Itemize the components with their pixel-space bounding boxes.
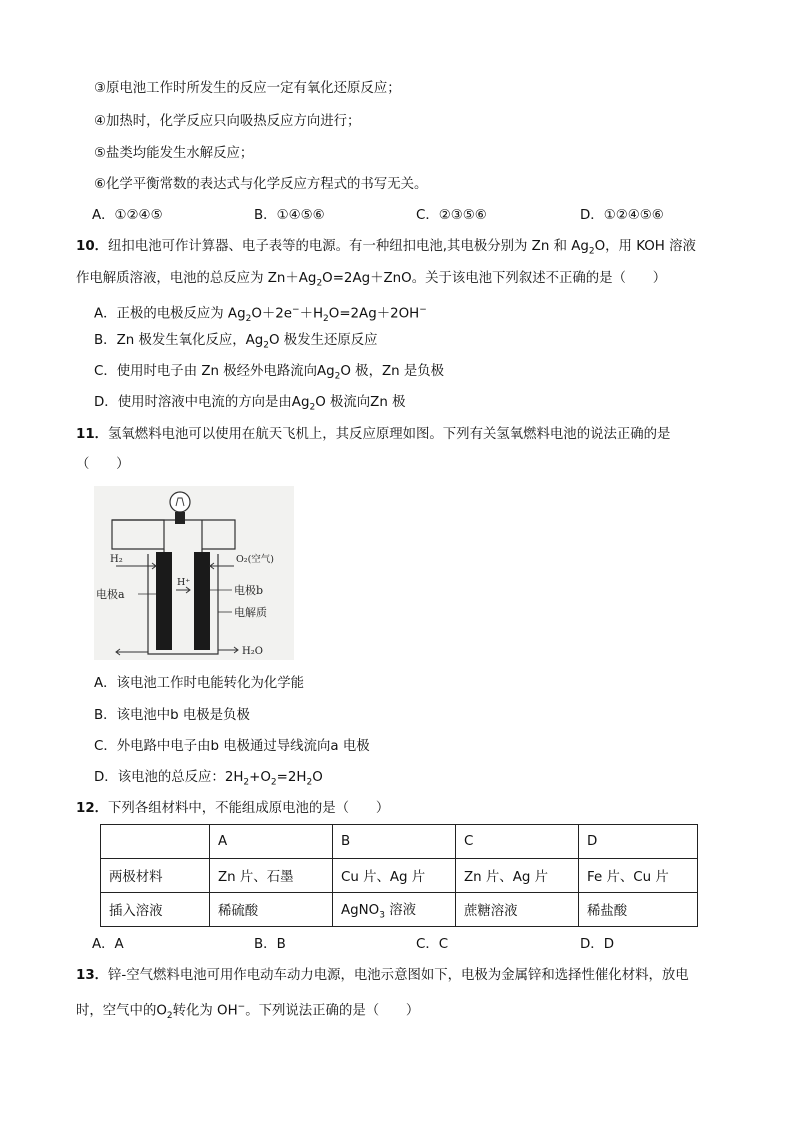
fuel-cell-svg (94, 486, 294, 660)
q10-option-a[interactable]: A．正极的电极反应为 $Ag_2O+2e^-+H_2O=2Ag+2OH^-$ (94, 305, 427, 325)
table-cell: D (579, 825, 698, 859)
q12-option-c[interactable]: C．C (416, 937, 449, 952)
table-cell: 稀硫酸 (210, 893, 333, 927)
q11-number: 11． (76, 427, 109, 442)
q10-number: 10． (76, 239, 109, 254)
table-cell: Fe 片、Cu 片 (579, 859, 698, 893)
q11-option-c[interactable]: C．外电路中电子由b 电极通过导线流向a 电极 (94, 739, 370, 754)
table-cell: C (456, 825, 579, 859)
table-cell (101, 825, 210, 859)
table-cell: Zn 片、Ag 片 (456, 859, 579, 893)
q11-stem: 11．氢氧燃料电池可以使用在航天飞机上，其反应原理如图。下列有关氢氧燃料电池的说法正确的是 (76, 427, 671, 442)
q11-option-d[interactable]: D．该电池的总反应：$2H_2+O_2=2H_2O$ (94, 770, 323, 788)
q13-number: 13． (76, 968, 109, 983)
table-cell: 两极材料 (101, 859, 210, 893)
q12-option-b[interactable]: B．B (254, 937, 286, 952)
statement-4: ④加热时，化学反应只向吸热反应方向进行； (94, 114, 361, 129)
q12-option-d[interactable]: D．D (580, 937, 615, 952)
q9-option-a[interactable]: A．①②④⑤ (92, 208, 163, 223)
bulb-base (175, 512, 185, 524)
label-electrode-a: 电极a (96, 588, 125, 601)
statement-5: ⑤盐类均能发生水解反应； (94, 146, 254, 161)
table-cell: 插入溶液 (101, 893, 210, 927)
statement-3: ③原电池工作时所发生的反应一定有氧化还原反应； (94, 81, 401, 96)
label-h2: H₂ (110, 554, 123, 565)
q9-options (92, 207, 732, 225)
label-electrode-b: 电极b (234, 584, 264, 597)
fuel-cell-diagram (94, 486, 294, 660)
q10-option-d[interactable]: D．使用时溶液中电流的方向是由$Ag_2O$ 极流向Zn 极 (94, 395, 406, 413)
label-h2o: H₂O (242, 646, 263, 657)
label-electrolyte: 电解质 (234, 606, 267, 619)
electrode-b-plate (194, 552, 210, 650)
q12-number: 12． (76, 801, 109, 816)
q10-stem-line1: 10．纽扣电池可作计算器、电子表等的电源。有一种纽扣电池,其电极分别为 Zn 和 $Ag_2O$，用 KOH 溶液 (76, 239, 696, 257)
q10-option-b[interactable]: B．Zn 极发生氧化反应，$Ag_2O$ 极发生还原反应 (94, 333, 378, 351)
table-row (101, 893, 698, 927)
q11-answer-paren: （ ） (76, 457, 130, 472)
q9-option-d[interactable]: D．①②④⑤⑥ (580, 208, 664, 223)
q12-stem: 12．下列各组材料中，不能组成原电池的是（ ） (76, 801, 390, 816)
table-cell: AgNO$_3$ 溶液 (333, 893, 456, 927)
q12-options (92, 936, 732, 954)
electrode-a-plate (156, 552, 172, 650)
q11-option-a[interactable]: A．该电池工作时电能转化为化学能 (94, 676, 305, 691)
table-cell: B (333, 825, 456, 859)
label-o2: O₂(空气) (236, 554, 275, 565)
bulb-icon (170, 492, 190, 512)
table-cell: 稀盐酸 (579, 893, 698, 927)
q12-table (100, 824, 698, 927)
label-hplus: H⁺ (177, 577, 191, 588)
q11-option-b[interactable]: B．该电池中b 电极是负极 (94, 708, 250, 723)
q12-option-a[interactable]: A．A (92, 937, 124, 952)
table-cell: Cu 片、Ag 片 (333, 859, 456, 893)
q13-stem-line2: 时，空气中的$O_2$转化为 OH−。下列说法正确的是（ ） (76, 1002, 420, 1022)
q9-option-c[interactable]: C．②③⑤⑥ (416, 208, 487, 223)
table-header-row (101, 825, 698, 859)
q10-stem-line2: 作电解质溶液，电池的总反应为 $Zn+Ag_2O=2Ag+ZnO$。关于该电池下列叙述不正确的是（ ） (76, 271, 667, 289)
statement-6: ⑥化学平衡常数的表达式与化学反应方程式的书写无关。 (94, 177, 428, 192)
q13-stem-line1: 13．锌-空气燃料电池可用作电动车动力电源，电池示意图如下，电极为金属锌和选择性催化材料，放电 (76, 968, 689, 983)
wire-left (112, 520, 164, 549)
table-row (101, 859, 698, 893)
table-cell: 蔗糖溶液 (456, 893, 579, 927)
wire-right (112, 520, 235, 549)
table-cell: A (210, 825, 333, 859)
table-cell: Zn 片、石墨 (210, 859, 333, 893)
q10-option-c[interactable]: C．使用时电子由 Zn 极经外电路流向$Ag_2O$ 极，Zn 是负极 (94, 364, 445, 382)
q9-option-b[interactable]: B．①④⑤⑥ (254, 208, 325, 223)
